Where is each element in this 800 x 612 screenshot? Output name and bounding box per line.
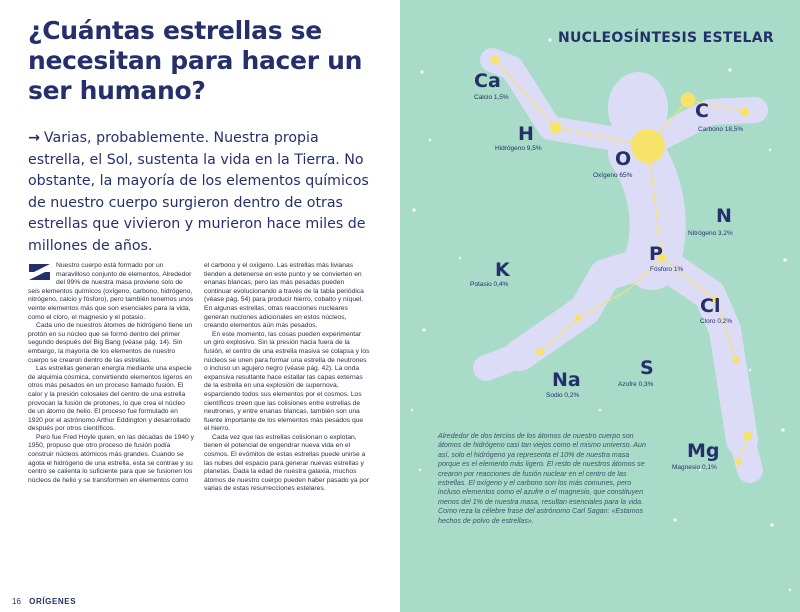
body-paragraph: el carbono y el oxígeno. Las estrellas más livianas tienden a detenerse en este punto y se convierten en enanas blancas, pero las más pesadas pueden continuar evolucionando a través de la tabla periódica (véase pág. 54) para producir hierro, cobalto y níquel. En algunas estrellas, otras reacciones nucleares generan nuclones adicionales en estos núcleos, creando elementos aún más pesados. <box>204 262 364 330</box>
element-symbol: Mg <box>687 440 720 462</box>
element-symbol: Ca <box>474 70 501 92</box>
body-column-1 <box>28 262 194 485</box>
body-paragraph: Cada uno de nuestros átomos de hidrógeno tiene un protón en su núcleo que se formó dentro del primer segundo después del Big Bang (véase pág. 14). Sin embargo, la mayoría de los elementos de nuestro cuerpo se crearon dentro de las estrellas. <box>28 322 193 364</box>
element-label: Potasio 0,4% <box>470 281 509 288</box>
element-symbol: N <box>716 205 732 227</box>
body-paragraph: Las estrellas generan energía mediante una especie de alquimia cósmica, convirtiendo elementos ligeros en otros más pesados en un proceso llamado fusión. El calor y la presión colosales del centro de una estrella provocan la fusión de protones, lo que crea el núcleo de un átomo de helio. El proceso fue formulado en 1920 por el astrónomo Arthur Eddington y desarrollado después por otros científicos. <box>28 365 192 433</box>
page-title: ¿Cuántas estrellas se necesitan para hacer un ser humano? <box>28 16 363 105</box>
page-footer <box>12 597 76 606</box>
element-symbol: Cl <box>700 295 721 317</box>
page-number: 16 <box>12 597 21 606</box>
element-label: Nitrógeno 3,2% <box>688 230 733 237</box>
diagram-title: NUCLEOSÍNTESIS ESTELAR <box>557 30 774 46</box>
right-page <box>400 0 800 612</box>
body-paragraph: Pero fue Fred Hoyle quien, en las décadas de 1940 y 1950, propuso que otro proceso de fusión podía construir núcleos atómicos más grandes. Cuando se agota el hidrógeno de una estrella, esta se contrae y su centro se calienta lo suficiente para que se fusionen los núcleos de helio y se transformen en elementos como <box>28 433 195 484</box>
body-paragraph: Cada vez que las estrellas colisionan o explotan, tienen el potencial de engendrar nueva vida en el cosmos. El evómitos de estas estrellas puede unirse a las nubes del espacio para generar nuevas estrellas y planetas. Dada la edad de nuestra galaxia, muchos átomos de nuestro cuerpo pueden haber pasado ya por varias de estas resurrecciones estelares. <box>204 433 370 493</box>
figure-silhouette <box>486 60 755 470</box>
element-symbol: S <box>640 357 654 379</box>
element-symbol: O <box>615 148 632 170</box>
element-symbol: Na <box>552 369 581 391</box>
figure-caption: Alrededor de dos tercios de los átomos de nuestro cuerpo son átomos de hidrógeno casi tan viejos como el mismo universo. Aun así, solo el hidrógeno ya representa el 10% de nuestra masa porque es el elemento más ligero. El resto de nuestros átomos se crearon por reacciones de fusión nuclear en el centro de las estrellas. El oxígeno y el carbono son los más comunes, pero incluso elementos como el azufre o el magnesio, que constituyen menos del 1% de nuestra masa, resultan esenciales para la vida. Como reza la célebre frase del astrónomo Carl Sagan: «Estamos hechos de polvo de estrellas». <box>438 432 646 525</box>
dropcap-s-icon <box>28 263 52 281</box>
arrow-icon: → <box>28 130 40 146</box>
element-symbol: C <box>695 100 709 122</box>
element-label: Azufre 0,3% <box>618 381 654 388</box>
lead-paragraph <box>28 128 378 257</box>
element-label: Cloro 0,2% <box>700 318 733 325</box>
lead-text: Varias, probablemente. Nuestra propia estrella, el Sol, sustenta la vida en la Tierra. No obstante, la mayoría de los elementos químicos de nuestro cuerpo surgieron dentro de otras estrellas que vivieron y murieron hace miles de millones de años. <box>28 130 369 254</box>
element-label: Oxígeno 65% <box>593 172 633 179</box>
element-label: Calcio 1,5% <box>474 94 509 101</box>
body-column-2 <box>204 262 370 494</box>
body-paragraph: En este momento, las cosas pueden experimentar un giro explosivo. Sin la presión hacia fuera de la fusión, el centro de una estrella masiva se colapsa y los núcleos se unen para formar una estrella de neutrones o incluso un agujero negro (véase pág. 42). La onda expansiva resultante hace estallar las capas externas de la estrella en una explosión de supernova, esparciendo todos sus elementos por el cosmos. Los científicos creen que las colisiones entre estrellas de neutrones, y entre enanas blancas, también son una fuente importante de los elementos más pesados que el hierro. <box>204 330 370 433</box>
element-symbol: P <box>649 243 663 265</box>
element-label: Carbono 18,5% <box>698 126 744 133</box>
section-name: ORÍGENES <box>29 597 77 606</box>
body-paragraph: Nuestro cuerpo está formado por un maravilloso conjunto de elementos. Alrededor del 99% de nuestra masa proviene solo de seis elementos químicos (oxígeno, carbono, hidrógeno, nitrógeno, calcio y fósforo), pero también tenemos unos veinte elementos más que son esenciales para la vida, como el cloro, el magnesio y el potasio. <box>28 262 194 321</box>
element-label: Sodio 0,2% <box>546 392 580 399</box>
element-label: Fósforo 1% <box>650 266 684 273</box>
element-label: Magnesio 0,1% <box>672 464 717 471</box>
element-symbol: H <box>518 123 534 145</box>
element-symbol: K <box>495 259 510 281</box>
element-label: Hidrógeno 9,5% <box>495 145 542 152</box>
